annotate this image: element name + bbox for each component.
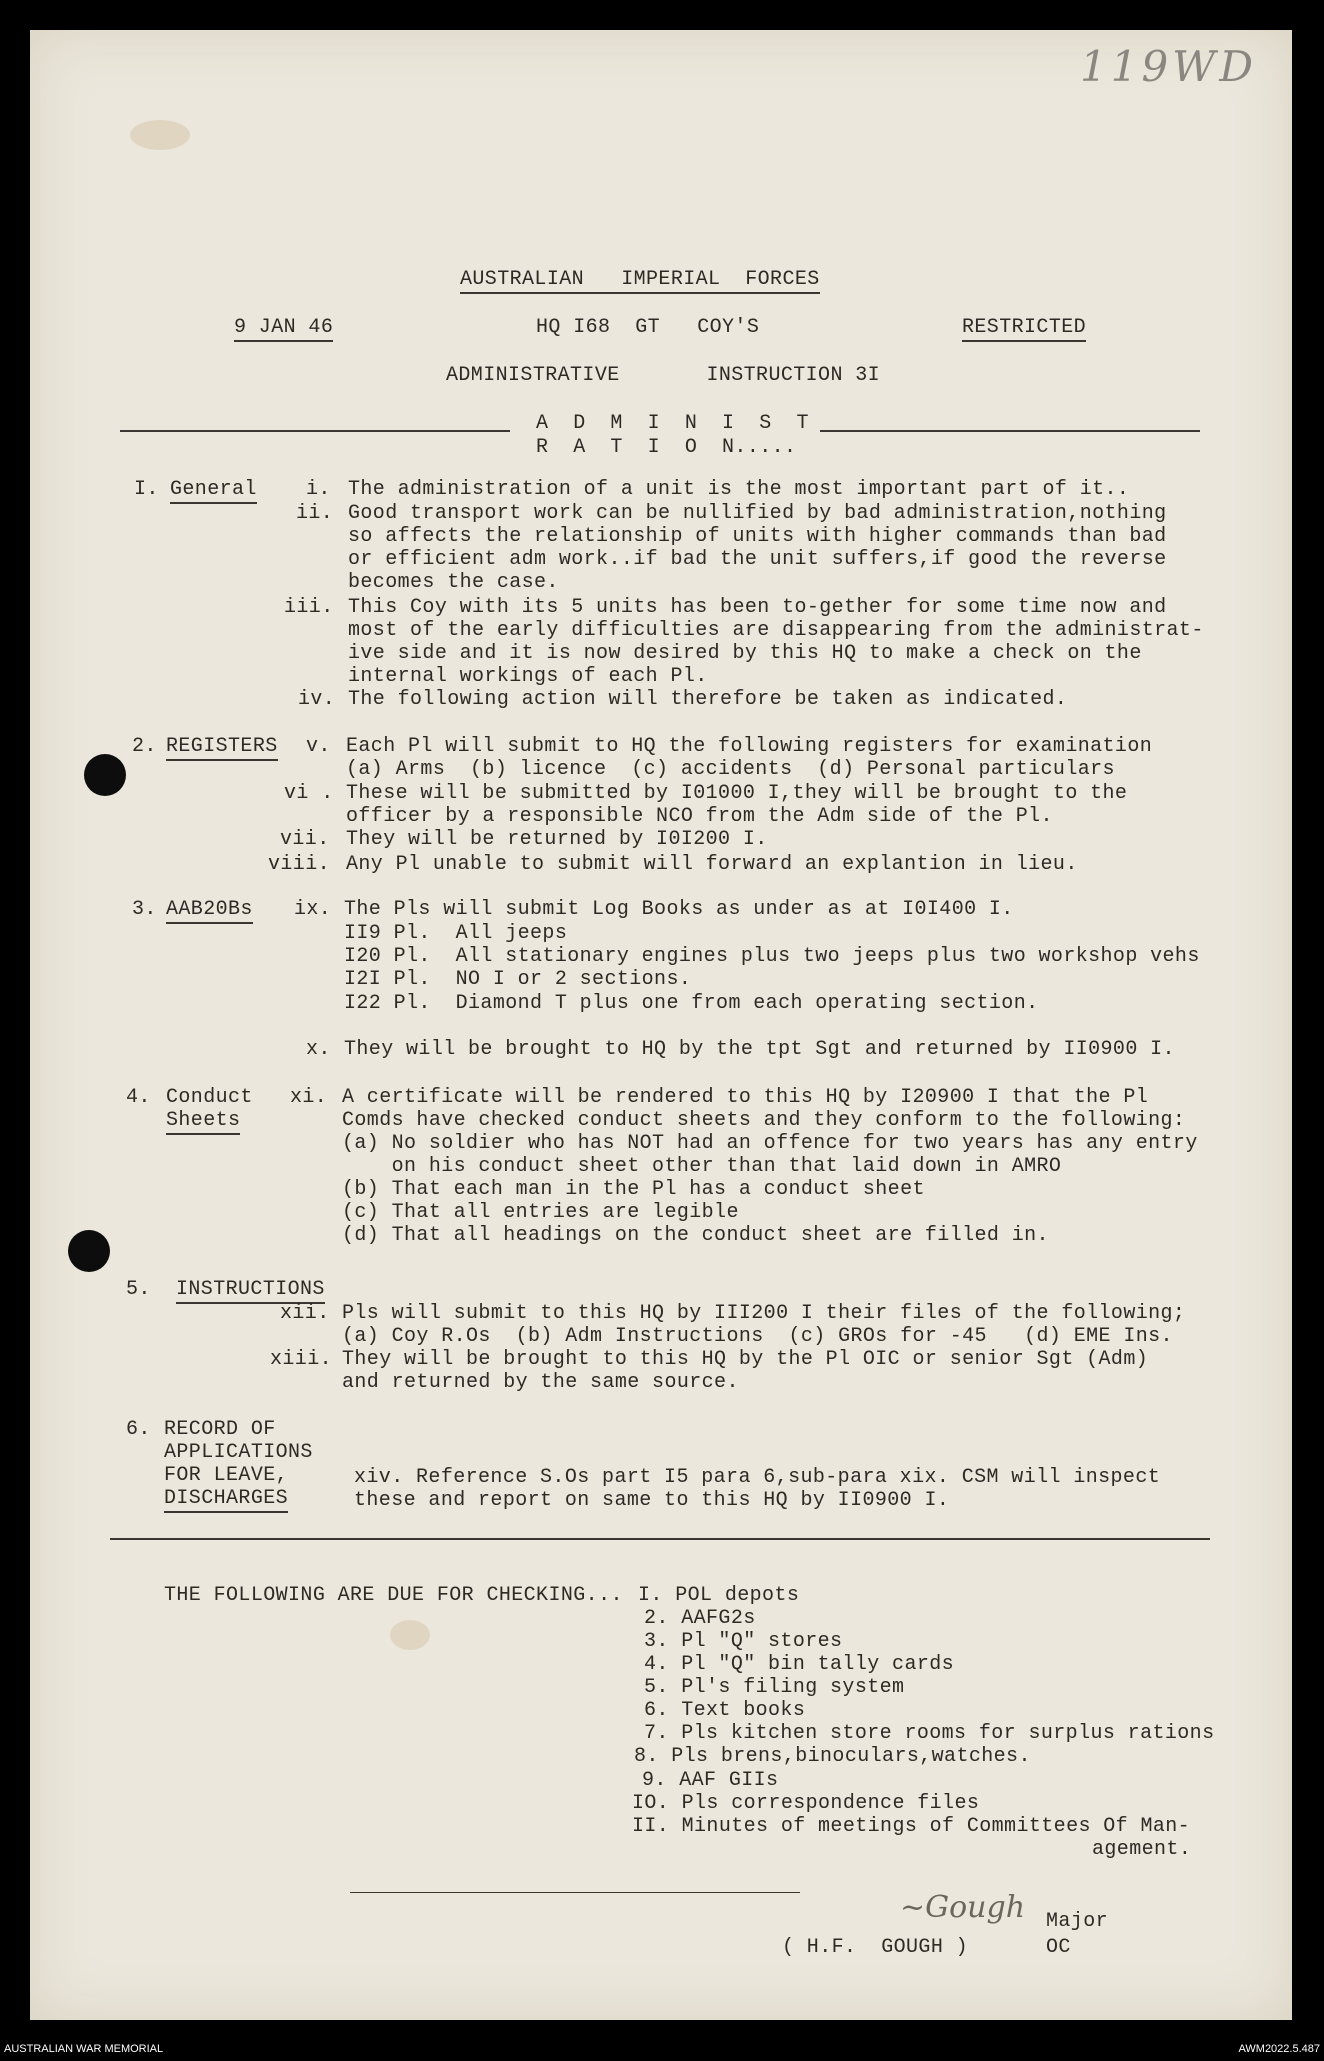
para-text: (a) No soldier who has NOT had an offence for two years has any entry [342, 1132, 1198, 1155]
para-number: iii. [284, 596, 334, 619]
para-text: xiv. Reference S.Os part I5 para 6,sub-para xix. CSM will inspect [354, 1466, 1161, 1489]
section-heading: General [170, 478, 257, 504]
section-number: 6. [126, 1418, 151, 1441]
para-number: vi . [284, 782, 334, 805]
para-number: ix. [294, 898, 332, 921]
section-heading: Sheets [166, 1109, 240, 1135]
para-text: (c) That all entries are legible [342, 1201, 739, 1224]
checklist-item: 8. Pls brens,binoculars,watches. [634, 1745, 1031, 1768]
para-text: Comds have checked conduct sheets and they conform to the following: [342, 1109, 1186, 1132]
para-number: viii. [268, 853, 331, 876]
section-number: I. [134, 478, 159, 501]
para-text: The administration of a unit is the most important part of it.. [348, 478, 1130, 501]
para-text: I22 Pl. Diamond T plus one from each operating section. [344, 992, 1039, 1015]
paper-stain [130, 120, 190, 150]
para-text: The Pls will submit Log Books as under as at I0I400 I. [344, 898, 1014, 921]
checklist-item: 4. Pl "Q" bin tally cards [644, 1653, 955, 1676]
checklist-item: 6. Text books [644, 1699, 806, 1722]
section-number: 2. [132, 735, 157, 758]
para-number: iv. [298, 688, 336, 711]
section-number: 4. [126, 1086, 151, 1109]
section-heading: AAB20Bs [166, 898, 253, 924]
para-text: They will be returned by I0I200 I. [346, 828, 768, 851]
checklist-item: 2. AAFG2s [644, 1607, 756, 1630]
section-heading: APPLICATIONS [164, 1441, 313, 1464]
section-heading: FOR LEAVE, [164, 1464, 289, 1487]
para-text: these and report on same to this HQ by II0900 I. [354, 1489, 950, 1512]
para-text: (a) Coy R.Os (b) Adm Instructions (c) GROs for -45 (d) EME Ins. [342, 1325, 1173, 1348]
doc-title: AUSTRALIAN IMPERIAL FORCES [460, 268, 820, 294]
para-text: (b) That each man in the Pl has a conduct sheet [342, 1178, 925, 1201]
signatory-appointment: OC [1046, 1936, 1071, 1959]
para-text: or efficient adm work..if bad the unit suffers,if good the reverse [348, 548, 1167, 571]
section-number: 5. [126, 1278, 151, 1301]
checklist-item: 9. AAF GIIs [642, 1769, 779, 1792]
checklist-item: 5. Pl's filing system [644, 1676, 905, 1699]
corner-handwritten-mark: 119WD [1080, 42, 1258, 91]
paper-stain [390, 1620, 430, 1650]
checking-lead: THE FOLLOWING ARE DUE FOR CHECKING... [164, 1584, 623, 1607]
para-text: (a) Arms (b) licence (c) accidents (d) Personal particulars [346, 758, 1115, 781]
para-text: Good transport work can be nullified by bad administration,nothing [348, 502, 1167, 525]
doc-date: 9 JAN 46 [234, 316, 333, 342]
para-text: Pls will submit to this HQ by III200 I their files of the following; [342, 1302, 1186, 1325]
handwritten-signature: ~Gough [900, 1890, 1026, 1925]
section-heading: RECORD OF [164, 1418, 276, 1441]
instruction-title: ADMINISTRATIVE INSTRUCTION 3I [446, 364, 881, 387]
subject-line-2: R A T I O N..... [536, 436, 797, 459]
para-text: This Coy with its 5 units has been to-gether for some time now and [348, 596, 1167, 619]
para-number: xii. [280, 1302, 330, 1325]
section-number: 3. [132, 898, 157, 921]
para-number: xi. [290, 1086, 328, 1109]
para-number: v. [306, 735, 331, 758]
para-text: and returned by the same source. [342, 1371, 739, 1394]
para-text: Any Pl unable to submit will forward an explantion in lieu. [346, 853, 1078, 876]
para-text: They will be brought to this HQ by the Pl OIC or senior Sgt (Adm) [342, 1348, 1149, 1371]
checklist-item: IO. Pls correspondence files [632, 1792, 980, 1815]
para-text: so affects the relationship of units with higher commands than bad [348, 525, 1167, 548]
subject-line-1: A D M I N I S T [536, 412, 809, 435]
para-text: The following action will therefore be taken as indicated. [348, 688, 1068, 711]
divider [820, 430, 1200, 432]
footer-accession-number: AWM2022.5.487 [1238, 2043, 1320, 2055]
para-number: i. [306, 478, 331, 501]
para-text: Each Pl will submit to HQ the following registers for examination [346, 735, 1153, 758]
para-text: They will be brought to HQ by the tpt Sgt and returned by II0900 I. [344, 1038, 1175, 1061]
checklist-item-continuation: agement. [1092, 1838, 1192, 1861]
para-text: I2I Pl. NO I or 2 sections. [344, 968, 692, 991]
para-text: internal workings of each Pl. [348, 665, 708, 688]
para-text: These will be submitted by I01000 I,they will be brought to the [346, 782, 1128, 805]
checklist-item: 7. Pls kitchen store rooms for surplus rations [644, 1722, 1215, 1745]
punch-hole [68, 1230, 110, 1272]
para-text: A certificate will be rendered to this HQ by I20900 I that the Pl [342, 1086, 1149, 1109]
checklist-item: II. Minutes of meetings of Committees Of Man- [632, 1815, 1191, 1838]
para-number: xiii. [270, 1348, 333, 1371]
para-text: II9 Pl. All jeeps [344, 922, 568, 945]
divider [120, 430, 510, 432]
footer-institution: AUSTRALIAN WAR MEMORIAL [4, 2043, 164, 2055]
section-heading: DISCHARGES [164, 1487, 288, 1513]
section-heading: Conduct [166, 1086, 253, 1109]
para-text: ive side and it is now desired by this HQ to make a check on the [348, 642, 1142, 665]
classification-badge: RESTRICTED [962, 316, 1086, 342]
checklist-item: I. POL depots [638, 1584, 800, 1607]
para-text: most of the early difficulties are disappearing from the administrat- [348, 619, 1204, 642]
para-text: (d) That all headings on the conduct sheet are filled in. [342, 1224, 1049, 1247]
para-number: x. [306, 1038, 331, 1061]
punch-hole [84, 754, 126, 796]
doc-unit: HQ I68 GT COY'S [536, 316, 760, 339]
divider [350, 1892, 800, 1893]
para-text: officer by a responsible NCO from the Adm side of the Pl. [346, 805, 1053, 828]
divider [110, 1538, 1210, 1540]
para-number: vii. [280, 828, 330, 851]
para-text: becomes the case. [348, 571, 559, 594]
section-heading: REGISTERS [166, 735, 278, 761]
checklist-item: 3. Pl "Q" stores [644, 1630, 843, 1653]
signatory-name: ( H.F. GOUGH ) [782, 1936, 969, 1959]
section-heading: INSTRUCTIONS [176, 1278, 325, 1304]
para-text: on his conduct sheet other than that laid down in AMRO [342, 1155, 1062, 1178]
document-page [30, 30, 1292, 2020]
para-number: ii. [296, 502, 334, 525]
para-text: I20 Pl. All stationary engines plus two jeeps plus two workshop vehs [344, 945, 1200, 968]
signatory-rank: Major [1046, 1910, 1109, 1933]
